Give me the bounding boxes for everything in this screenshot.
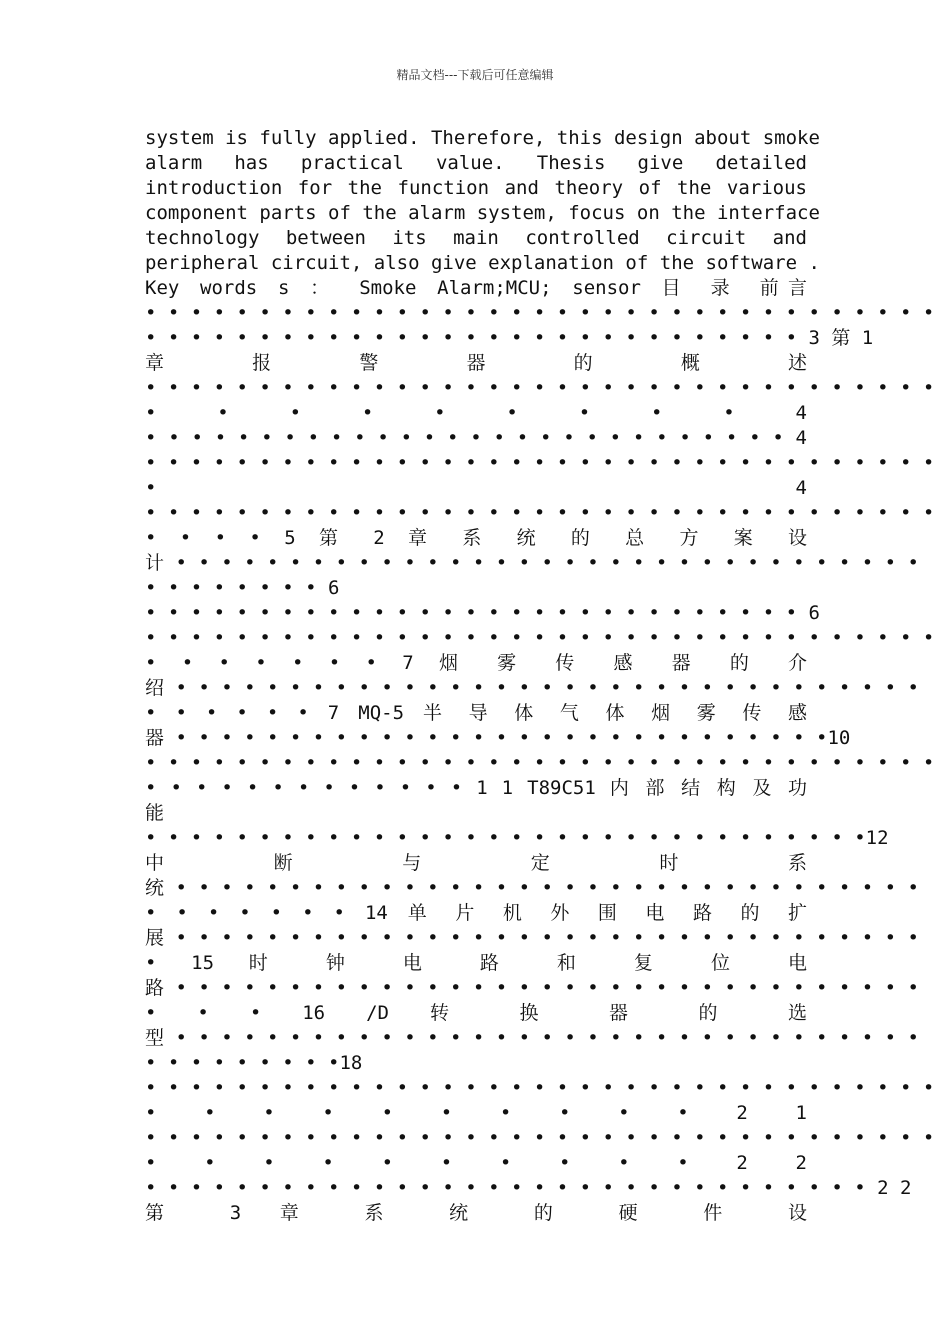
- text-line: • • • • • • 7 MQ-5 半 导 体 气 体 烟 雾 传 感: [145, 702, 807, 724]
- text-line: 器 • • • • • • • • • • • • • • • • • • • • • • • • • • • • •10: [145, 727, 851, 749]
- text-line: Key words s ： Smoke Alarm;MCU; sensor 目 录 前言: [145, 277, 807, 299]
- text-line: 路 • • • • • • • • • • • • • • • • • • • • • • • • • • • • • • • • •: [145, 977, 919, 999]
- text-line: • • • • • • • • • • • • • • • • • • • • • • • • • • • • • • • •12: [145, 827, 889, 849]
- text-line: 绍 • • • • • • • • • • • • • • • • • • • • • • • • • • • • • • • • •: [145, 677, 919, 699]
- text-line: system is fully applied. Therefore, this design about smoke: [145, 127, 820, 149]
- text-line: • 4: [145, 477, 807, 499]
- page-header: 精品文档---下载后可任意编辑: [396, 68, 554, 82]
- text-line: technology between its main controlled circuit and: [145, 227, 807, 249]
- text-line: • • • • • • • • • • 2 1: [145, 1102, 807, 1124]
- text-line: • • • • • • • • • • • • • • • • • • • • • • • • • • • • • • • • • • •: [145, 452, 935, 474]
- text-line: • • • • • • • • • • • • • • • • • • • • • • • • • • • • • • • • • • •: [145, 377, 935, 399]
- text-line: • • • • 5 第 2 章 系 统 的 总 方 案 设: [145, 527, 807, 549]
- text-line: • • • • • • • • • • • • • • • • • • • • • • • • • • • • • 3 第 1: [145, 327, 874, 349]
- text-line: • • • • • • • • • • • • • • • • • • • • • • • • • • • • • • • • • • •: [145, 502, 935, 524]
- text-line: • • • • • • • • • • • • • • • • • • • • • • • • • • • • • • • • • • •: [145, 1077, 935, 1099]
- text-line: peripheral circuit, also give explanation of the software .: [145, 252, 820, 274]
- text-line: • • • • • • • • • • 2 2: [145, 1152, 807, 1174]
- text-line: 能: [145, 802, 165, 824]
- text-line: 统 • • • • • • • • • • • • • • • • • • • • • • • • • • • • • • • • •: [145, 877, 919, 899]
- text-line: 展 • • • • • • • • • • • • • • • • • • • • • • • • • • • • • • • • •: [145, 927, 919, 949]
- text-line: component parts of the alarm system, focus on the interface: [145, 202, 820, 224]
- text-line: 计 • • • • • • • • • • • • • • • • • • • • • • • • • • • • • • • • •: [145, 552, 919, 574]
- text-line: 中 断 与 定 时 系: [145, 852, 807, 874]
- text-line: • • • • • • • 14 单 片 机 外 围 电 路 的 扩: [145, 902, 807, 924]
- text-line: • • • • • • • • • • • • • 1 1 T89C51 内 部 结 构 及 功: [145, 777, 807, 799]
- text-line: • • • • • • • • • • • • • • • • • • • • • • • • • • • • • • • • 2 2: [145, 1177, 912, 1199]
- text-line: • • • • • • • • • • • • • • • • • • • • • • • • • • • • 4: [145, 427, 807, 449]
- text-line: 第 3 章 系 统 的 硬 件 设: [145, 1202, 807, 1224]
- text-line: • • • • • • • • 6: [145, 577, 340, 599]
- text-line: • • • • • • • • • • • • • • • • • • • • • • • • • • • • • • • • • • •: [145, 752, 935, 774]
- text-line: • • • • • • • 7 烟 雾 传 感 器 的 介: [145, 652, 807, 674]
- text-line: • • • • • • • • • • • • • • • • • • • • • • • • • • • • • • • • • • •: [145, 627, 935, 649]
- text-line: • • • 16 /D 转 换 器 的 选: [145, 1002, 807, 1024]
- text-line: • • • • • • • • • • • • • • • • • • • • • • • • • • • • • • • • • • •: [145, 302, 935, 324]
- text-line: 型 • • • • • • • • • • • • • • • • • • • • • • • • • • • • • • • • •: [145, 1027, 919, 1049]
- text-line: introduction for the function and theory of the various: [145, 177, 807, 199]
- document-body: [145, 126, 935, 1226]
- text-line: • • • • • • • • •18: [145, 1052, 363, 1074]
- text-line: alarm has practical value. Thesis give detailed: [145, 152, 807, 174]
- text-line: • • • • • • • • • 4: [145, 402, 807, 424]
- text-line: • • • • • • • • • • • • • • • • • • • • • • • • • • • • • 6: [145, 602, 820, 624]
- text-line: • • • • • • • • • • • • • • • • • • • • • • • • • • • • • • • • • • •: [145, 1127, 935, 1149]
- text-line: 章 报 警 器 的 概 述: [145, 352, 807, 374]
- text-line: • 15 时 钟 电 路 和 复 位 电: [145, 952, 807, 974]
